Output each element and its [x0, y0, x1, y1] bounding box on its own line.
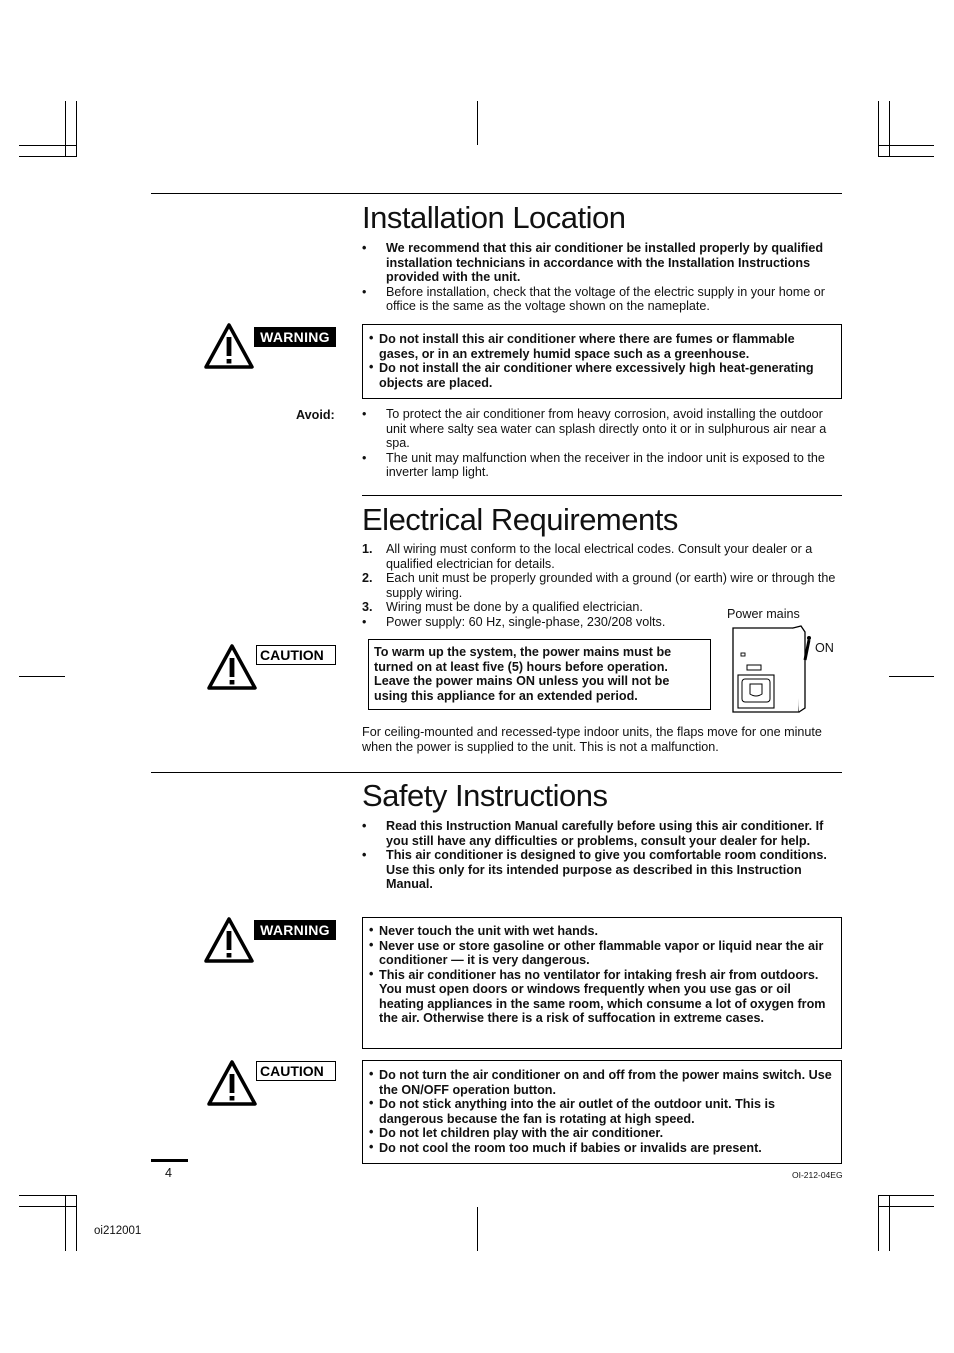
list-item: 3. Wiring must be done by a qualified electrician.: [362, 600, 643, 614]
list-item: • Do not stick anything into the air outlet of the outdoor unit. This is dangerous because the fan is rotating at high speed.: [369, 1096, 775, 1126]
caution-label: CAUTION: [256, 1061, 336, 1081]
electrical-title: Electrical Requirements: [362, 502, 678, 537]
list-item: • This air conditioner is designed to give you comfortable room conditions. Use this only for its intended purpose as described in this Instruction Manual.: [362, 848, 827, 891]
list-item: • Do not cool the room too much if babies or invalids are present.: [369, 1139, 762, 1155]
list-item: • This air conditioner has no ventilator for intaking fresh air from outdoors. You must open doors or windows frequently when you use gas or oil heating appliances in the same room, which consume a lot of oxygen from the air. Otherwise there is a risk of suffocation in extreme cases.: [369, 966, 826, 1025]
list-item: • Do not turn the air conditioner on and off from the power mains switch. Use the ON/OFF operation button.: [369, 1067, 832, 1097]
power-on-label: ON: [815, 641, 834, 655]
list-item: 2. Each unit must be properly grounded with a ground (or earth) wire or through the supply wiring.: [362, 571, 836, 600]
list-item: • Power supply: 60 Hz, single-phase, 230/208 volts.: [362, 614, 666, 629]
section-rule: [362, 495, 842, 496]
list-item: • Read this Instruction Manual carefully before using this air conditioner. If you still have any difficulties or problems, consult your dealer for help.: [362, 819, 824, 848]
warning-label: WARNING: [254, 920, 336, 940]
avoid-list: [362, 407, 838, 480]
avoid-label: Avoid:: [296, 408, 335, 422]
list-item: • Do not let children play with the air conditioner.: [369, 1125, 664, 1140]
list-item: • Before installation, check that the voltage of the electric supply in your home or office is the same as the voltage shown on the nameplate.: [362, 284, 825, 313]
caution-label: CAUTION: [256, 645, 336, 665]
warning-triangle-icon: [203, 916, 255, 964]
section-rule: [151, 193, 842, 194]
list-item: • The unit may malfunction when the receiver in the indoor unit is exposed to the inverter lamp light.: [362, 450, 825, 479]
list-item: • Do not install the air conditioner where excessively high heat-generating objects are placed.: [369, 360, 814, 390]
power-mains-switch-icon: [725, 624, 815, 718]
installation-bullets: [362, 241, 838, 314]
warning-triangle-icon: [203, 322, 255, 370]
warning-box: [362, 324, 842, 399]
electrical-note: For ceiling-mounted and recessed-type indoor units, the flaps move for one minute when the power is supplied to the unit. This is not a malfunction.: [362, 725, 822, 754]
caution-box: To warm up the system, the power mains must be turned on at least five (5) hours before operation. Leave the power mains ON unless you will not be using this appliance for an extended period.: [368, 639, 711, 710]
list-item: • Do not install this air conditioner where there are fumes or flammable gases, or in an extremely humid space such as a greenhouse.: [369, 331, 795, 361]
warning-label: WARNING: [254, 327, 336, 347]
caution-box: [362, 1060, 842, 1164]
page-number-bar: [151, 1159, 188, 1162]
list-item: • Never touch the unit with wet hands.: [369, 923, 599, 938]
file-id: oi212001: [94, 1225, 142, 1237]
section-rule: [151, 772, 842, 773]
list-item: • To protect the air conditioner from heavy corrosion, avoid installing the outdoor unit where salty sea water can splash directly onto it or in sulphurous air near a spa.: [362, 407, 827, 450]
list-item: 1. All wiring must conform to the local electrical codes. Consult your dealer or a qualified electrician for details.: [362, 542, 813, 571]
power-mains-label: Power mains: [727, 607, 800, 621]
warning-box: [362, 917, 842, 1049]
installation-title: Installation Location: [362, 200, 626, 235]
list-item: • We recommend that this air conditioner be installed properly by qualified installation technicians in accordance with the Installation Instructions provided with the unit.: [362, 241, 824, 284]
safety-bullets: [362, 819, 838, 892]
page-number: 4: [165, 1166, 173, 1180]
doc-code: OI-212-04EG: [792, 1170, 843, 1180]
safety-title: Safety Instructions: [362, 778, 608, 813]
caution-triangle-icon: [206, 1059, 258, 1107]
caution-triangle-icon: [206, 643, 258, 691]
list-item: • Never use or store gasoline or other flammable vapor or liquid near the air conditioner — it is very dangerous.: [369, 937, 824, 967]
